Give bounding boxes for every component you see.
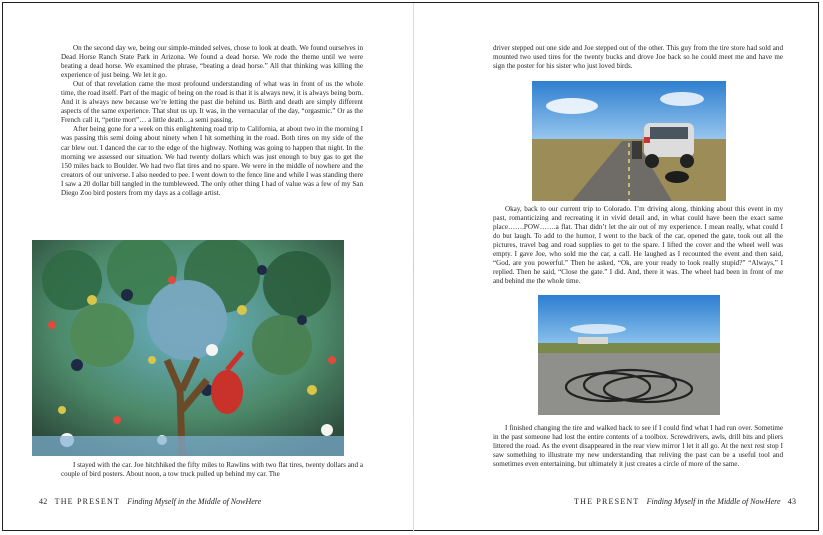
running-head: THE PRESENT xyxy=(54,497,121,506)
paragraph: I finished changing the tire and walked back to see if I could find what I had run over. Sometime in the past someone had lost the entire contents of a toolbox. Screwdrivers, awls, drill bits and pliers littered the road. As the event disappeared in the rear view mirror I let it all go. At the next rest stop I saw something to illustrate my new understanding that reliving the past can be a useful tool and sometimes even entertaining, but ultimately it just creates a circle of more of the same. xyxy=(493,424,783,469)
right-page xyxy=(414,3,818,532)
page-number: 43 xyxy=(787,497,797,506)
left-body-bottom xyxy=(61,461,363,489)
left-body-top xyxy=(61,44,363,238)
paragraph: On the second day we, being our simple-minded selves, chose to look at death. We found ourselves in Dead Horse Ranch State Park in Arizona. We found a dead horse. We rode the theme until we were beating a dead horse. We examined the phrase, “beating a dead horse.” All that thinking was killing the experience of just being. We let it go. xyxy=(61,44,363,80)
paragraph: I stayed with the car. Joe hitchhiked the fifty miles to Rawlins with two flat tires, twenty dollars and a couple of bird posters. About noon, a tow truck pulled up behind my car. The xyxy=(61,461,363,479)
paragraph: After being gone for a week on this enlightening road trip to California, at about two in the morning I was passing this semi doing about ninety when I hit something in the road. Both tires on my side of the car blew out. I danced the car to the edge of the highway. Nothing was going to happen that night. In the morning we assessed our situation. We had twenty dollars which was just enough to buy gas to get the 150 miles back to Boulder. We had two flat tires and no spare. We were in the middle of nowhere and the creators of our universe. I also needed to pee. I went down to the fence line and while I was standing there I saw a 20 dollar bill tangled in the tumbleweed. The only other thing I had of value was a few of my San Diego Zoo bird posters from my days as a collage artist. xyxy=(61,125,363,197)
right-body-bottom xyxy=(493,424,783,480)
paragraph: Out of that revelation came the most profound understanding of what was in front of us the whole time, the road itself. Part of the magic of being on the road is that it is always new, it is always being born. And it is always new because we’re letting the past die behind us. Birth and death are simply different aspects of the same experience. That shut us up. It was, in the vernacular of the day, “orgasmic.” Or as the French call it, “petite mort”… a little death…a semi passing. xyxy=(61,80,363,125)
running-subtitle: Finding Myself in the Middle of NowHere xyxy=(646,497,781,506)
right-footer xyxy=(574,497,796,506)
paragraph: driver stepped out one side and Joe stepped out of the other. This guy from the tire store had sold and mounted two used tires for the twenty bucks and drove Joe back so he could meet me and have me sign the poster for his sister who just loved birds. xyxy=(493,44,783,71)
flat-tire-car-photo xyxy=(532,81,726,201)
book-spread xyxy=(2,2,819,531)
running-head: THE PRESENT xyxy=(574,497,640,506)
right-body-top xyxy=(493,44,783,74)
right-body-mid xyxy=(493,205,783,287)
left-page xyxy=(3,3,413,532)
page-number: 42 xyxy=(39,497,48,506)
left-footer xyxy=(39,497,261,506)
bird-collage-image xyxy=(32,240,344,456)
paragraph: Okay, back to our current trip to Colorado. I’m driving along, thinking about this event in my past, romanticizing and recreating it in vivid detail and, in what could have been the exact same place…….POW…….a flat. That didn’t let the air out of my experience. I mean really, what could I do but laugh. To add to the humor, I went to the back of the car, opened the gate, took out all the pictures, travel bag and road supplies to get to the spare. I lifted the cover and the wheel well was empty. I gave Joe, who sold me the car, a call. He laughed as I recounted the event and then said, “God, are you powerful.” Then he asked, “Ok, are your ready to look really stupid?” “Always,” I replied. Then he said, “Close the gate.” I did. And, there it was. The wheel had been in front of me and behind me the whole time. xyxy=(493,205,783,286)
running-subtitle: Finding Myself in the Middle of NowHere xyxy=(127,497,262,506)
tire-tracks-photo xyxy=(538,295,720,415)
